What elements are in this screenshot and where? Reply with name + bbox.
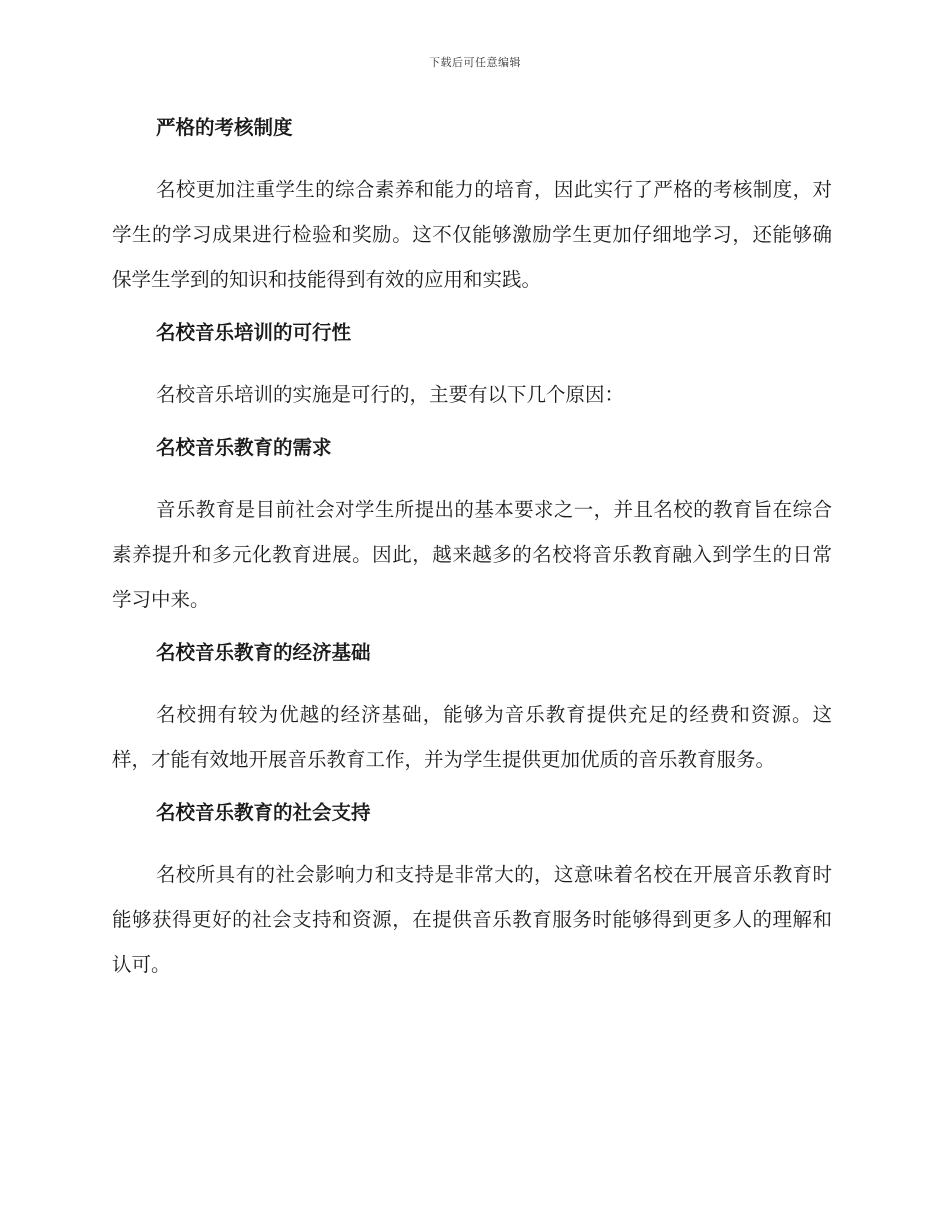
section-heading-demand: 名校音乐教育的需求 (156, 436, 332, 459)
section-paragraph-social-support: 名校所具有的社会影响力和支持是非常大的，这意味着名校在开展音乐教育时能够获得更好的社会支持和资源，在提供音乐教育服务时能够得到更多人的理解和认可。 (112, 863, 832, 976)
section-paragraph-feasibility: 名校音乐培训的实施是可行的，主要有以下几个原因： (156, 383, 625, 406)
section-paragraph-assessment: 名校更加注重学生的综合素养和能力的培育，因此实行了严格的考核制度，对学生的学习成果进行检验和奖励。这不仅能够激励学生更加仔细地学习，还能够确保学生学到的知识和技能得到有效的应用和实践。 (112, 178, 832, 291)
page-header: 下载后可任意编辑 (429, 56, 521, 69)
section-heading-economic-basis: 名校音乐教育的经济基础 (156, 641, 371, 664)
section-paragraph-demand: 音乐教育是目前社会对学生所提出的基本要求之一，并且名校的教育旨在综合素养提升和多元化教育进展。因此，越来越多的名校将音乐教育融入到学生的日常学习中来。 (112, 498, 832, 611)
section-paragraph-economic-basis: 名校拥有较为优越的经济基础，能够为音乐教育提供充足的经费和资源。这样，才能有效地开展音乐教育工作，并为学生提供更加优质的音乐教育服务。 (112, 703, 832, 771)
section-heading-assessment: 严格的考核制度 (156, 116, 293, 139)
section-heading-feasibility: 名校音乐培训的可行性 (156, 321, 352, 344)
document-body (112, 110, 832, 1000)
section-heading-social-support: 名校音乐教育的社会支持 (156, 801, 371, 824)
